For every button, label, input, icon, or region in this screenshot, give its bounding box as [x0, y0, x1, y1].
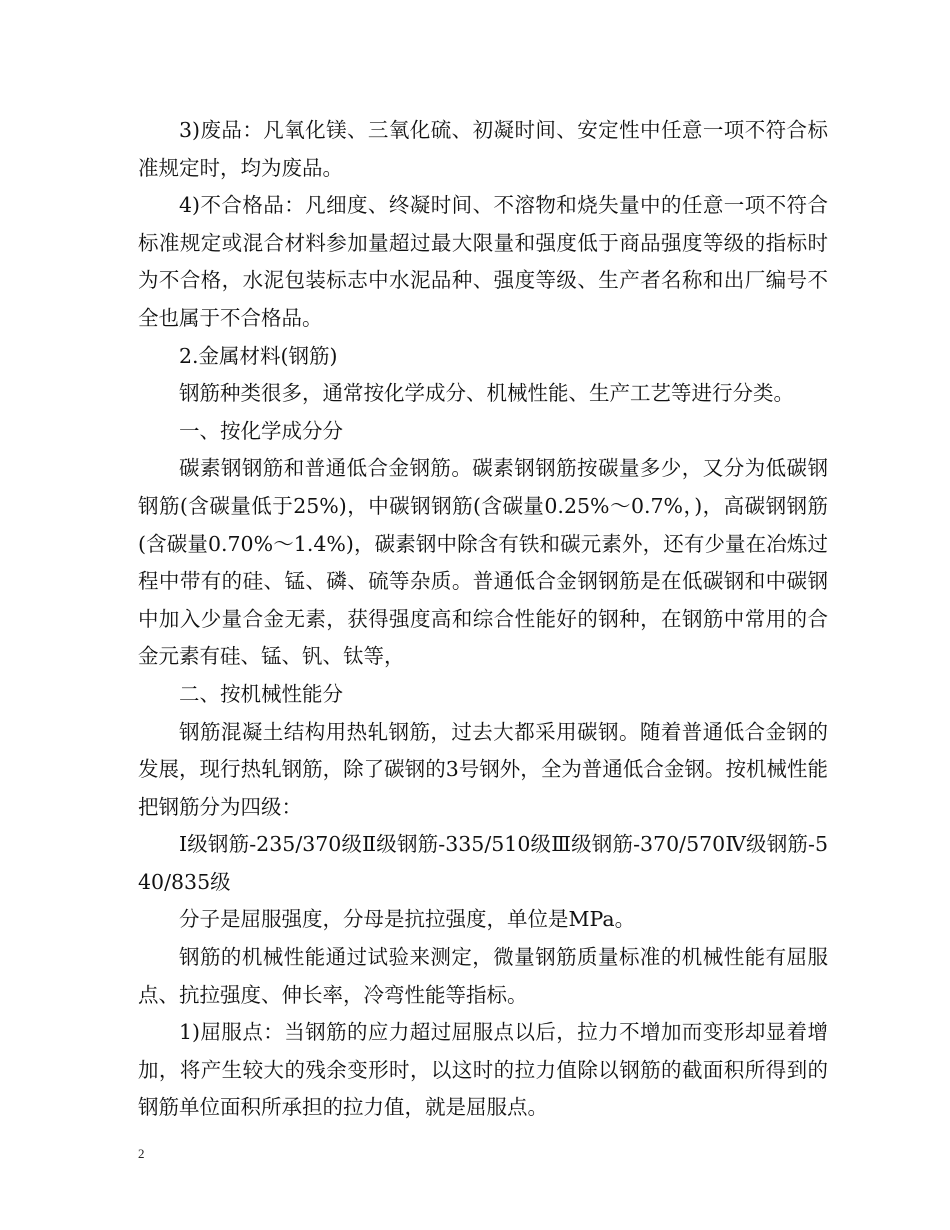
paragraph-reject-products: 3)废品：凡氧化镁、三氧化硫、初凝时间、安定性中任意一项不符合标准规定时，均为废品。 — [138, 118, 828, 180]
body-text — [138, 112, 828, 1127]
page-number: 2 — [138, 1146, 145, 1161]
section-heading-metal-materials: 2.金属材料(钢筋) — [179, 343, 338, 368]
paragraph-hot-rolled-rebar: 钢筋混凝土结构用热轧钢筋，过去大都采用碳钢。随着普通低合金钢的发展，现行热轧钢筋，除了碳钢的3号钢外，全为普通低合金钢。按机械性能把钢筋分为四级： — [138, 719, 828, 819]
subheading-by-mechanical-properties: 二、按机械性能分 — [179, 681, 343, 706]
paragraph-yield-point: 1)屈服点：当钢筋的应力超过屈服点以后，拉力不增加而变形却显着增加，将产生较大的残余变形时，以这时的拉力值除以钢筋的截面积所得到的钢筋单位面积所承担的拉力值，就是屈服点。 — [138, 1020, 828, 1120]
paragraph-mechanical-testing: 钢筋的机械性能通过试验来测定，微量钢筋质量标准的机械性能有屈服点、抗拉强度、伸长率，冷弯性能等指标。 — [138, 945, 828, 1007]
paragraph-nonconforming-products: 4)不合格品：凡细度、终凝时间、不溶物和烧失量中的任意一项不符合标准规定或混合材料参加量超过最大限量和强度低于商品强度等级的指标时为不合格，水泥包装标志中水泥品种、强度等级、生产者名称和出厂编号不全也属于不合格品。 — [138, 193, 828, 330]
paragraph-rebar-classification: 钢筋种类很多，通常按化学成分、机械性能、生产工艺等进行分类。 — [179, 381, 794, 406]
paragraph-rebar-grades: Ⅰ级钢筋-235/370级Ⅱ级钢筋-335/510级Ⅲ级钢筋-370/570Ⅳ级钢筋-540/835级 — [138, 832, 828, 894]
paragraph-strength-units: 分子是屈服强度，分母是抗拉强度，单位是MPa。 — [179, 907, 636, 932]
paragraph-carbon-and-alloy-steel: 碳素钢钢筋和普通低合金钢筋。碳素钢钢筋按碳量多少，又分为低碳钢钢筋(含碳量低于25%)，中碳钢钢筋(含碳量0.25%～0.7%，)，高碳钢钢筋(含碳量0.70%～1.4%)，碳素钢中除含有铁和碳元素外，还有少量在冶炼过程中带有的硅、锰、磷、硫等杂质。普通低合金钢钢筋是在低碳钢和中碳钢中加入少量合金无素，获得强度高和综合性能好的钢种，在钢筋中常用的合金元素有硅、锰、钒、钛等， — [138, 456, 828, 669]
subheading-by-chemical-composition: 一、按化学成分分 — [179, 418, 343, 443]
